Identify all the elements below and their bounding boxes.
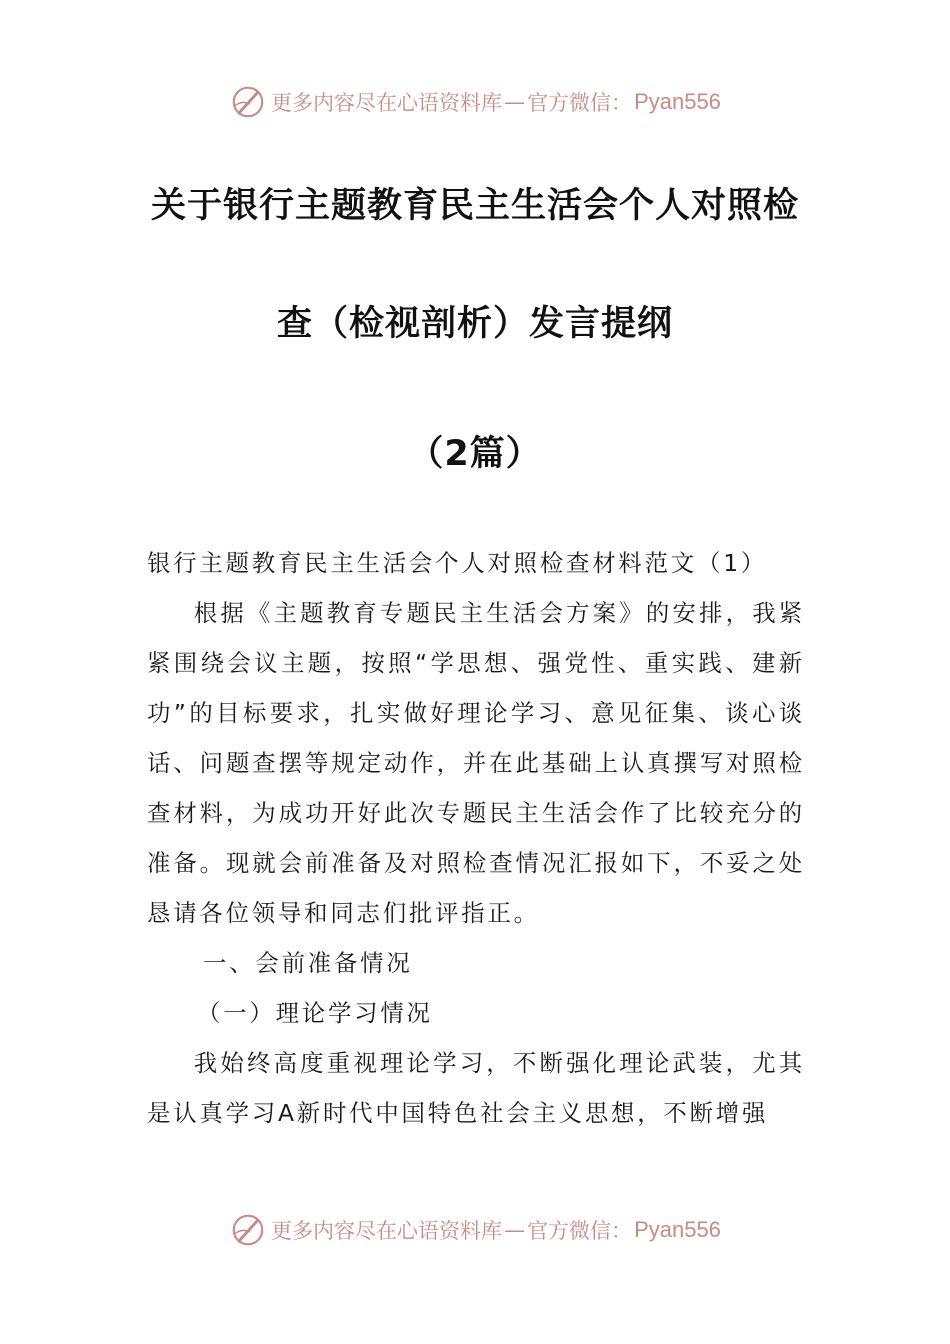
document-body [147, 538, 805, 1138]
watermark-banner-top [0, 82, 950, 122]
section-heading-1: 一、会前准备情况 [203, 949, 413, 977]
watermark-wechat-id: Pyan556 [634, 89, 721, 114]
watermark-separator: — [504, 1218, 526, 1242]
subsection-heading-1: （一）理论学习情况 [197, 999, 433, 1027]
watermark-wechat-label: 官方微信： [527, 91, 633, 115]
watermark-wechat-id: Pyan556 [634, 1217, 721, 1242]
pen-logo-icon [229, 83, 267, 121]
title-line-3: （2篇） [408, 434, 542, 474]
title-line-1: 关于银行主题教育民主生活会个人对照检 [150, 186, 799, 226]
watermark-text: 更多内容尽在心语资料库 [271, 91, 503, 115]
watermark-text: 更多内容尽在心语资料库 [271, 1219, 503, 1243]
paragraph-1: 根据《主题教育专题民主生活会方案》的安排，我紧紧围绕会议主题，按照“学思想、强党性、重实践、建新功”的目标要求，扎实做好理论学习、意见征集、谈心谈话、问题查摆等规定动作，并在此基础上认真撰写对照检查材料，为成功开好此次专题民主生活会作了比较充分的准备。现就会前准备及对照检查情况汇报如下，不妥之处恳请各位领导和同志们批评指正。 [147, 599, 805, 927]
document-heading: 银行主题教育民主生活会个人对照检查材料范文（1） [147, 549, 768, 577]
watermark-banner-bottom [0, 1210, 950, 1250]
paragraph-2: 我始终高度重视理论学习，不断强化理论武装，尤其是认真学习A新时代中国特色社会主义思想，不断增强 [147, 1049, 805, 1127]
pen-logo-icon [229, 1211, 267, 1249]
watermark-wechat-label: 官方微信： [527, 1219, 633, 1243]
watermark-separator: — [504, 90, 526, 114]
title-line-2: 查（检视剖析）发言提纲 [276, 304, 673, 344]
